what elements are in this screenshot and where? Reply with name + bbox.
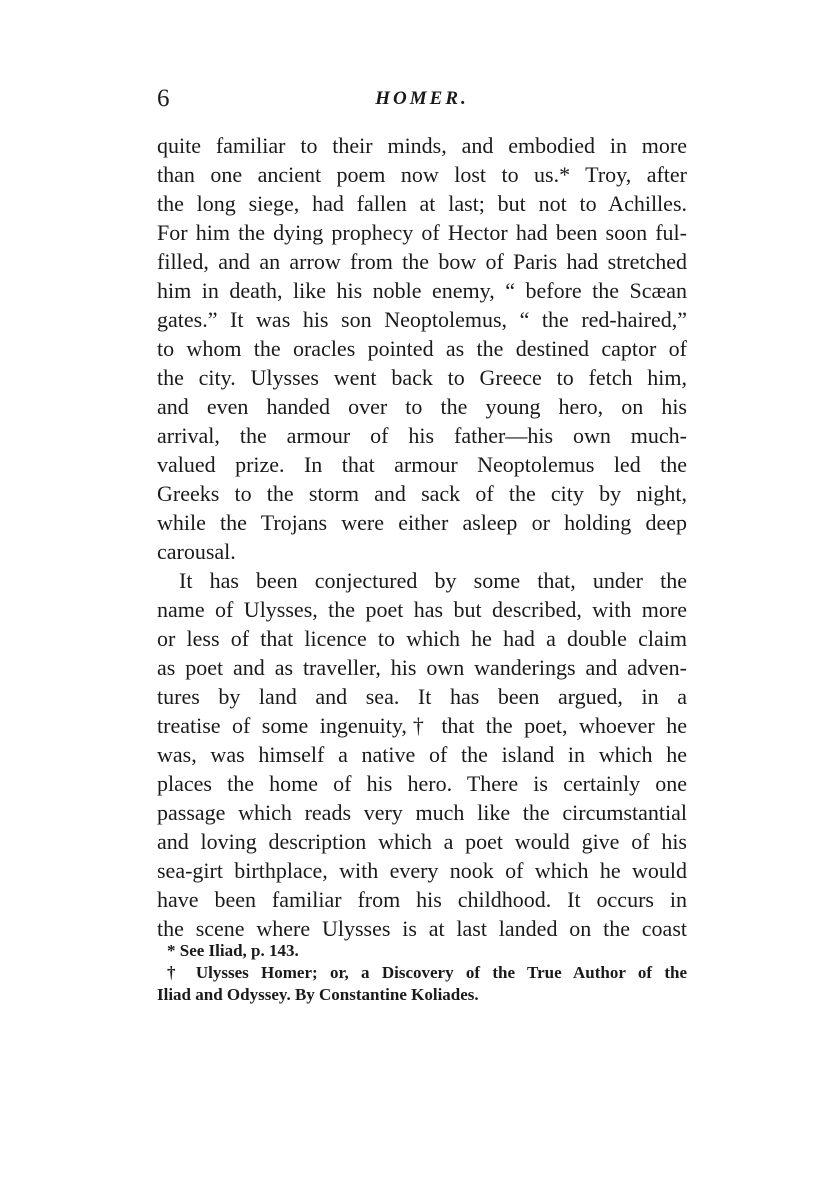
text-line-paragraph-start: It has been conjectured by some that, under the: [179, 568, 687, 593]
text-line: sea-girt birthplace, with every nook of which he would: [157, 858, 687, 883]
text-line: valued prize. In that armour Neoptolemus led the: [157, 452, 687, 477]
running-head: HOMER.: [375, 88, 469, 109]
text-line: than one ancient poem now lost to us.* Troy, after: [157, 162, 687, 187]
text-line: as poet and as traveller, his own wanderings and adven-: [157, 655, 687, 680]
footnote-ulysses-homer: † Ulysses Homer; or, a Discovery of the True Author of the: [167, 963, 687, 982]
body-text: [157, 131, 687, 943]
text-line: was, was himself a native of the island in which he: [157, 742, 687, 767]
text-line: and even handed over to the young hero, on his: [157, 394, 687, 419]
text-line: him in death, like his noble enemy, “ before the Scæan: [157, 278, 687, 303]
text-line: have been familiar from his childhood. It occurs in: [157, 887, 687, 912]
text-line: tures by land and sea. It has been argued, in a: [157, 684, 687, 709]
text-line: name of Ulysses, the poet has but described, with more: [157, 597, 687, 622]
text-line-paragraph-end: carousal.: [157, 539, 236, 564]
text-line: quite familiar to their minds, and embodied in more: [157, 133, 687, 158]
text-line: the long siege, had fallen at last; but not to Achilles.: [157, 191, 687, 216]
page-number: 6: [157, 85, 170, 112]
text-line: to whom the oracles pointed as the destined captor of: [157, 336, 687, 361]
text-line: places the home of his hero. There is certainly one: [157, 771, 687, 796]
text-line: filled, and an arrow from the bow of Paris had stretched: [157, 249, 687, 274]
text-line: For him the dying prophecy of Hector had been soon ful-: [157, 220, 687, 245]
text-line: while the Trojans were either asleep or holding deep: [157, 510, 687, 535]
text-line: treatise of some ingenuity,† that the poet, whoever he: [157, 713, 687, 738]
footnote-iliad: * See Iliad, p. 143.: [167, 941, 299, 960]
page-header: [157, 84, 687, 114]
text-line: the city. Ulysses went back to Greece to fetch him,: [157, 365, 687, 390]
footnotes: [157, 940, 687, 1006]
text-line: passage which reads very much like the circumstantial: [157, 800, 687, 825]
text-line: and loving description which a poet would give of his: [157, 829, 687, 854]
text-line: gates.” It was his son Neoptolemus, “ the red-haired,”: [157, 307, 687, 332]
text-line: or less of that licence to which he had a double claim: [157, 626, 687, 651]
text-line: the scene where Ulysses is at last landed on the coast: [157, 916, 687, 941]
text-line: Greeks to the storm and sack of the city by night,: [157, 481, 687, 506]
text-line: arrival, the armour of his father—his own much-: [157, 423, 687, 448]
footnote-ulysses-homer-continued: Iliad and Odyssey. By Constantine Koliades.: [157, 985, 479, 1004]
